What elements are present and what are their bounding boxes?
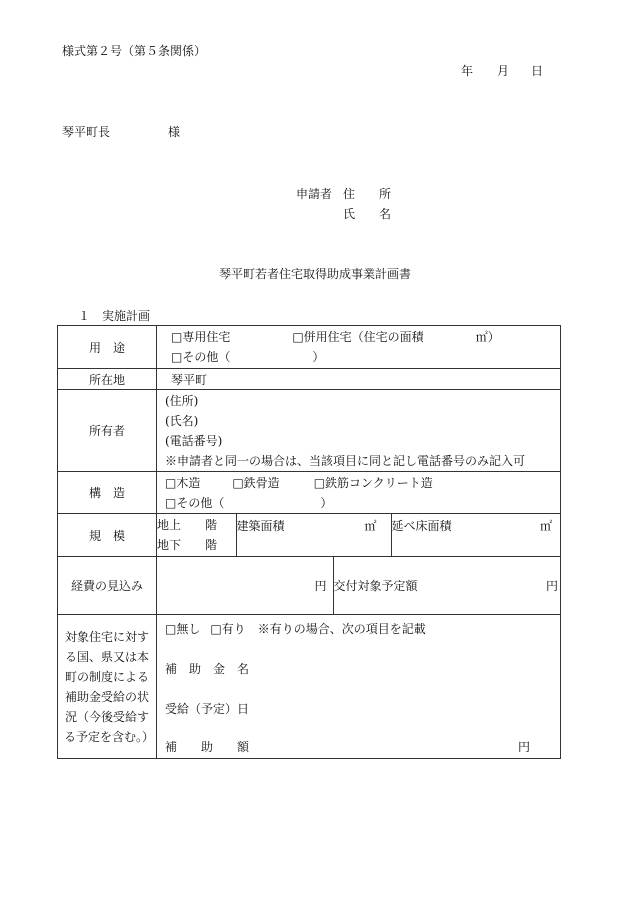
usage-other-close: ） (312, 350, 325, 364)
subsidy-receipt-date: 受給（予定）日 (165, 702, 250, 716)
structure-rc-checkbox[interactable]: □鉄筋コンクリート造 (313, 475, 433, 490)
form-number: 様式第２号（第５条関係） (62, 44, 207, 58)
scale-floor-area-label: 延べ床面積 (391, 519, 452, 533)
date-day: 日 (531, 64, 544, 78)
scale-floors-above: 地上 階 (157, 518, 218, 532)
structure-other-checkbox[interactable]: □その他（ (165, 495, 225, 510)
subsidy-amount-unit: 円 (517, 740, 530, 754)
subsidy-label: 対象住宅に対する国、県又は本町の制度による補助金受給の状況（今後受給する予定を含む。） (58, 615, 157, 759)
scale-row (58, 514, 561, 557)
section-heading: １ 実施計画 (78, 309, 151, 323)
plan-table (57, 325, 561, 759)
date-year: 年 (461, 64, 474, 78)
owner-label: 所有者 (58, 390, 157, 472)
subsidy-fields (157, 615, 561, 759)
usage-dedicated-checkbox[interactable]: □専用住宅 (171, 330, 231, 344)
structure-options (157, 472, 561, 514)
cost-row (58, 557, 561, 615)
applicant-address-label: 住 所 (343, 187, 392, 201)
subsidy-none-checkbox[interactable]: □無し (165, 622, 201, 636)
structure-steel-checkbox[interactable]: □鉄骨造 (232, 475, 280, 490)
scale-floor-area (391, 514, 560, 556)
addressee-honorific: 様 (168, 125, 181, 139)
scale-building-area-label: 建築面積 (236, 519, 285, 533)
owner-name: (氏名) (165, 413, 199, 428)
structure-row (58, 472, 561, 514)
applicant-name-label: 氏 名 (343, 207, 392, 221)
usage-combined-checkbox[interactable]: □併用住宅（住宅の面積 (292, 330, 424, 344)
owner-note: ※申請者と同一の場合は、当該項目に同と記し電話番号のみ記入可 (165, 453, 526, 468)
scale-label: 規 模 (58, 514, 157, 557)
document-title: 琴平町若者住宅取得助成事業計画書 (218, 267, 411, 281)
subsidy-yes-checkbox[interactable]: □有り (210, 622, 246, 636)
structure-other-close: ） (320, 495, 333, 510)
date-month: 月 (497, 64, 510, 78)
cost-amount: 円 (314, 579, 327, 593)
subsidy-yes-note: ※有りの場合、次の項目を記載 (257, 622, 426, 636)
scale-building-area (236, 514, 391, 556)
cost-label: 経費の見込み (58, 557, 157, 615)
usage-area-unit: ㎡） (475, 330, 500, 344)
addressee-name: 琴平町長 (62, 125, 111, 139)
scale-floors-below: 地下 階 (157, 538, 218, 552)
subsidy-name: 補 助 金 名 (165, 662, 250, 676)
structure-label: 構 造 (58, 472, 157, 514)
scale-floors (157, 514, 236, 556)
owner-address: (住所) (165, 393, 199, 408)
cost-subtable (157, 557, 560, 614)
subsidy-row (58, 615, 561, 759)
cost-cell (157, 557, 561, 615)
scale-subtable (157, 514, 560, 556)
usage-row (58, 326, 561, 369)
usage-other-checkbox[interactable]: □その他（ (171, 350, 231, 364)
owner-row (58, 390, 561, 472)
location-value: 琴平町 (157, 369, 561, 390)
subsidy-amount-label: 補 助 額 (165, 740, 250, 754)
applicant-label: 申請者 (296, 187, 333, 201)
grant-amount-unit: 円 (545, 579, 558, 593)
scale-cell (157, 514, 561, 557)
grant-amount (333, 557, 560, 614)
grant-amount-label: 交付対象予定額 (333, 579, 418, 593)
usage-options (157, 326, 561, 369)
structure-wood-checkbox[interactable]: □木造 (165, 475, 201, 490)
scale-building-area-unit: ㎡ (364, 519, 377, 533)
owner-phone: (電話番号) (165, 433, 223, 448)
usage-label: 用 途 (58, 326, 157, 369)
scale-floor-area-unit: ㎡ (539, 519, 552, 533)
location-row (58, 369, 561, 390)
location-label: 所在地 (58, 369, 157, 390)
owner-fields (157, 390, 561, 472)
